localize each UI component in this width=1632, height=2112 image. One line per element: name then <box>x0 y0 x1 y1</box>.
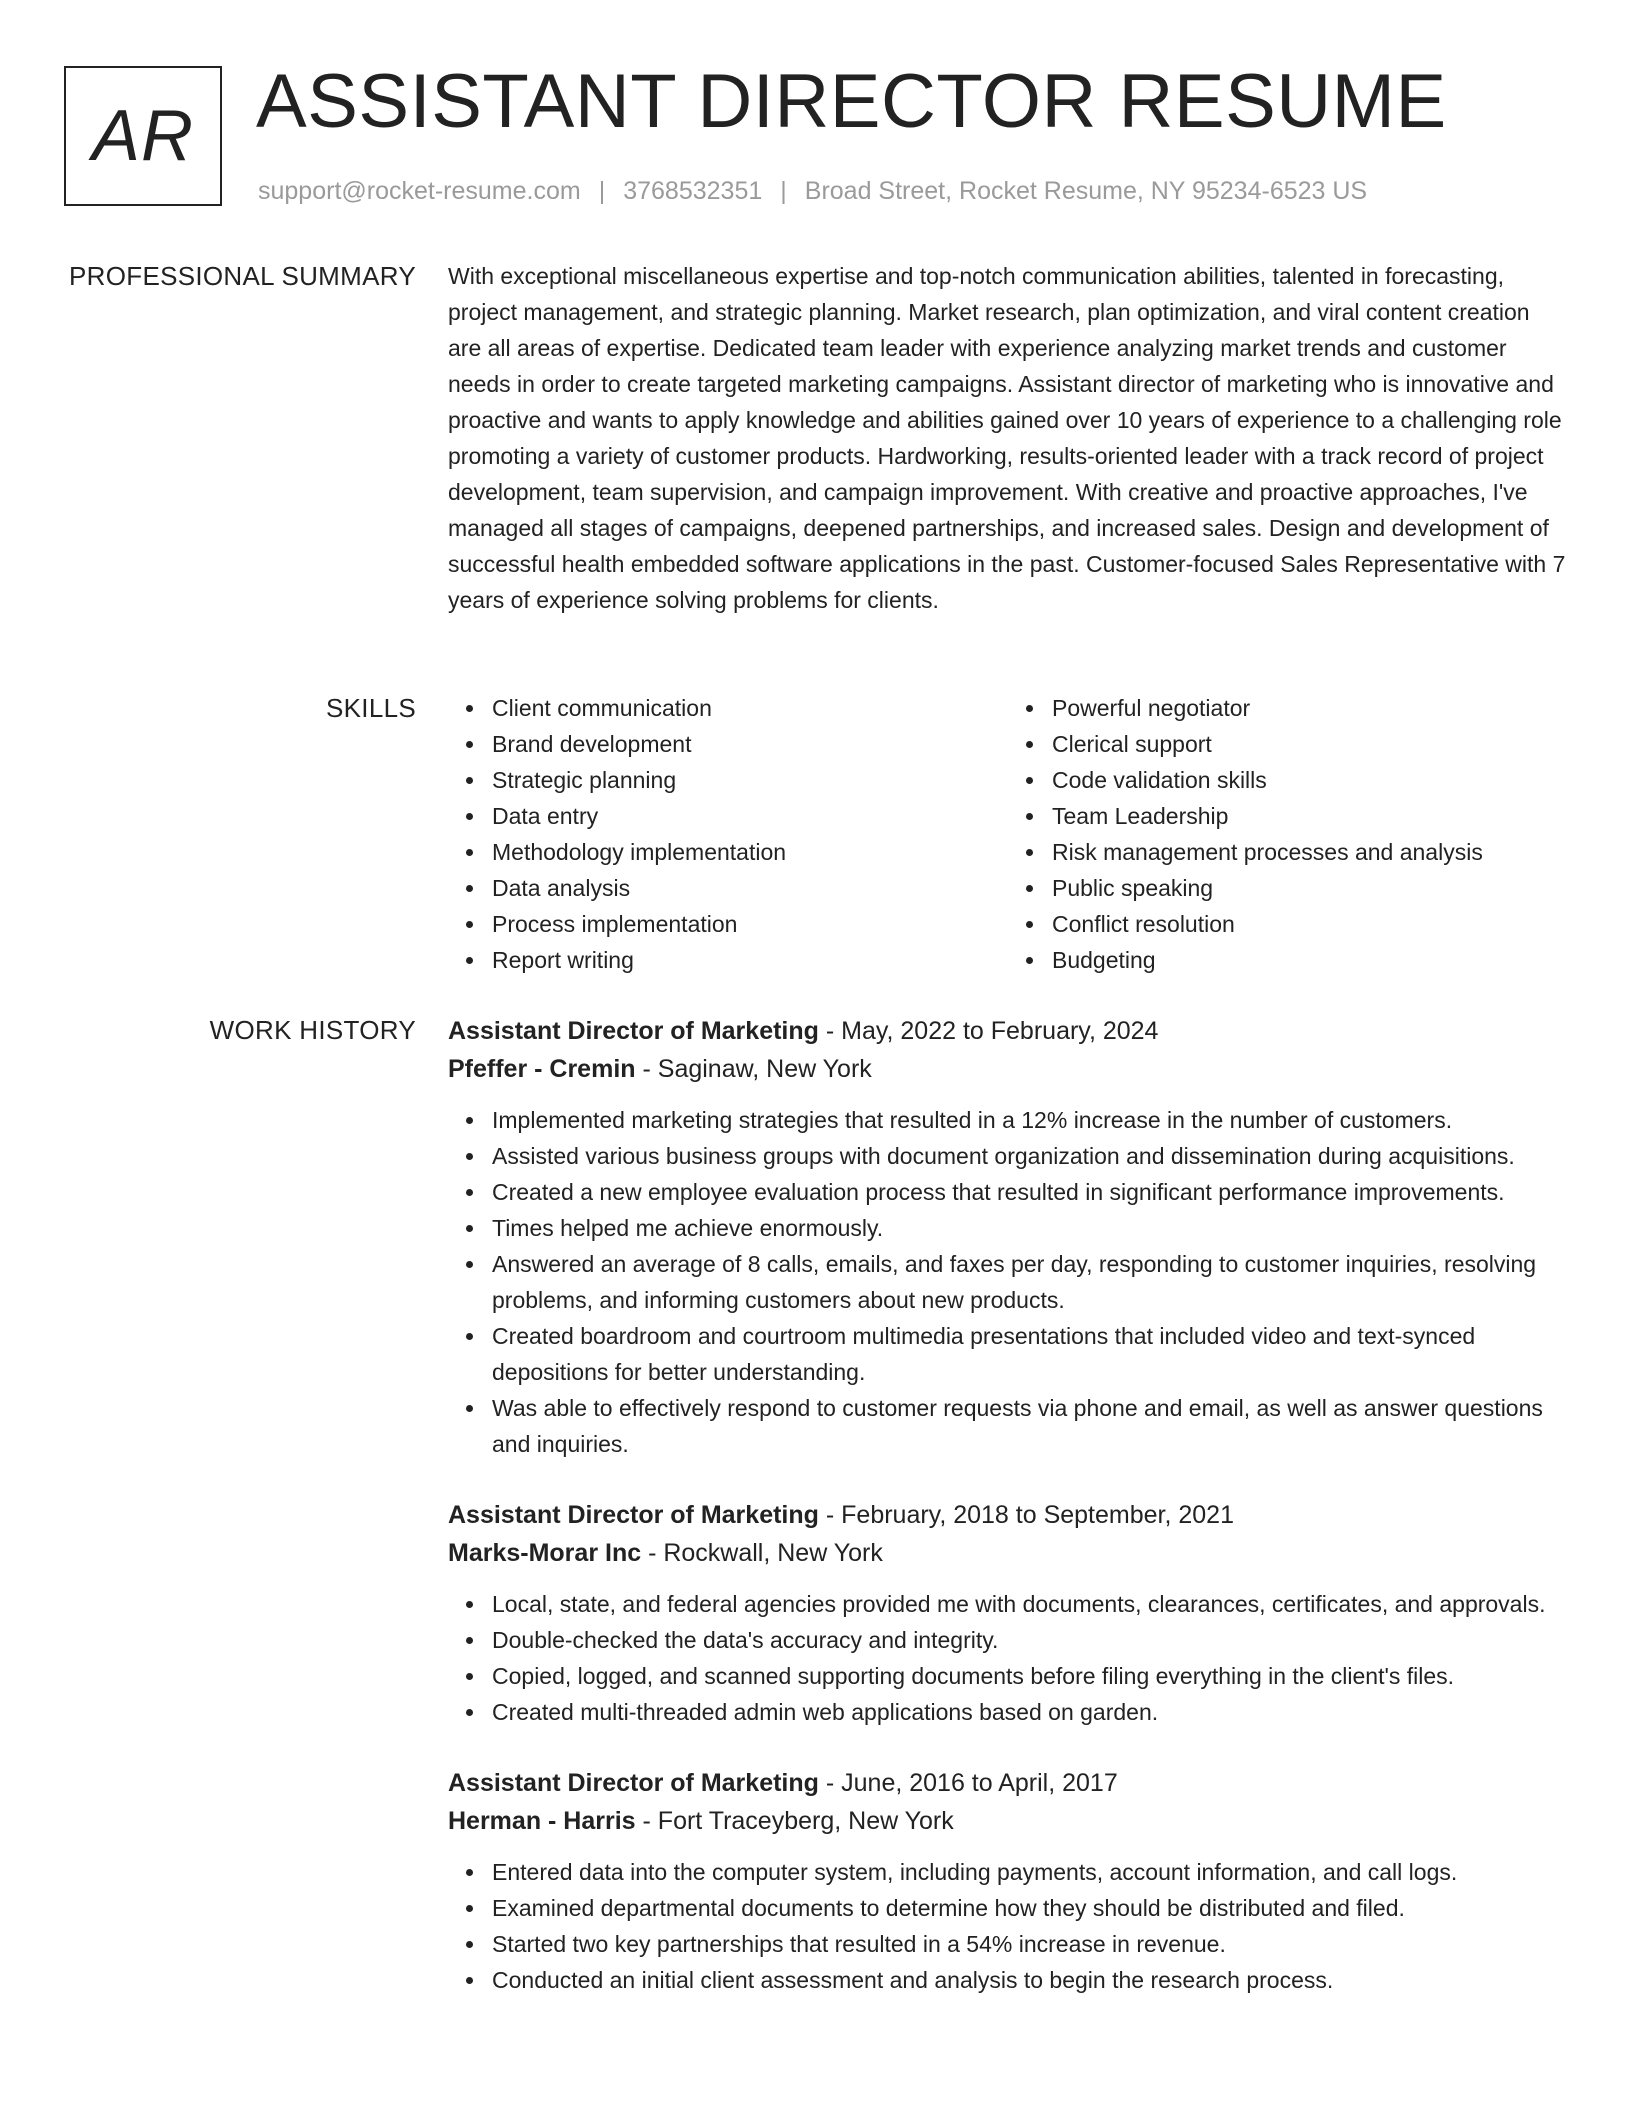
job-entry <box>448 1496 1568 1730</box>
summary-text: With exceptional miscellaneous expertise and top-notch communication abilities, talented in forecasting, project management, and strategic planning. Market research, plan optimization, and viral content creation are all areas of expertise. Dedicated team leader with experience analyzing market trends and customer needs in order to create targeted marketing campaigns. Assistant director of marketing who is innovative and proactive and wants to apply knowledge and abilities gained over 10 years of experience to a challenging role promoting a variety of customer products. Hardworking, results-oriented leader with a track record of project development, team supervision, and campaign improvement. With creative and proactive approaches, I've managed all stages of campaigns, deepened partnerships, and increased sales. Design and development of successful health embedded software applications in the past. Customer-focused Sales Representative with 7 years of experience solving problems for clients. <box>448 263 1566 613</box>
job-entry <box>448 1764 1568 1998</box>
job-bullet: Local, state, and federal agencies provided me with documents, clearances, certificates, and approvals. <box>492 1586 1568 1622</box>
job-company-line <box>448 1050 1568 1088</box>
skill-item: Process implementation <box>492 906 1008 942</box>
job-bullet: Was able to effectively respond to customer requests via phone and email, as well as answer questions and inquiries. <box>492 1390 1568 1462</box>
skill-item: Data analysis <box>492 870 1008 906</box>
job-bullet: Entered data into the computer system, including payments, account information, and call logs. <box>492 1854 1568 1890</box>
skill-item: Code validation skills <box>1052 762 1568 798</box>
job-bullet: Created a new employee evaluation process that resulted in significant performance improvements. <box>492 1174 1568 1210</box>
job-bullet: Double-checked the data's accuracy and integrity. <box>492 1622 1568 1658</box>
job-company: Marks-Morar Inc <box>448 1539 642 1567</box>
job-title-line <box>448 1012 1568 1050</box>
job-title-line <box>448 1496 1568 1534</box>
job-bullets <box>448 1854 1568 1998</box>
work-history-body <box>448 1012 1568 2032</box>
job-title-line <box>448 1764 1568 1802</box>
job-dates: - February, 2018 to September, 2021 <box>818 1501 1234 1529</box>
job-bullet: Assisted various business groups with document organization and dissemination during acquisitions. <box>492 1138 1568 1174</box>
job-bullet: Copied, logged, and scanned supporting documents before filing everything in the client's files. <box>492 1658 1568 1694</box>
skill-item: Public speaking <box>1052 870 1568 906</box>
job-bullet: Times helped me achieve enormously. <box>492 1210 1568 1246</box>
job-bullet: Answered an average of 8 calls, emails, and faxes per day, responding to customer inquiries, resolving problems, and informing customers about new products. <box>492 1246 1568 1318</box>
skill-item: Strategic planning <box>492 762 1008 798</box>
job-bullet: Examined departmental documents to determine how they should be distributed and filed. <box>492 1890 1568 1926</box>
job-bullet: Created boardroom and courtroom multimedia presentations that included video and text-synced depositions for better understanding. <box>492 1318 1568 1390</box>
contact-phone: 3768532351 <box>623 177 763 205</box>
job-company-line <box>448 1802 1568 1840</box>
job-location: - Saginaw, New York <box>635 1055 872 1083</box>
job-dates: - May, 2022 to February, 2024 <box>818 1017 1159 1045</box>
job-bullets <box>448 1102 1568 1462</box>
skill-item: Powerful negotiator <box>1052 690 1568 726</box>
resume-title: ASSISTANT DIRECTOR RESUME <box>256 59 1447 144</box>
skill-item: Methodology implementation <box>492 834 1008 870</box>
skill-item: Client communication <box>492 690 1008 726</box>
skills-list-left <box>448 690 1008 978</box>
summary-heading: PROFESSIONAL SUMMARY <box>69 261 416 291</box>
monogram-initials: AR <box>91 96 195 176</box>
job-title: Assistant Director of Marketing <box>448 1017 819 1045</box>
job-bullet: Conducted an initial client assessment and analysis to begin the research process. <box>492 1962 1568 1998</box>
skill-item: Clerical support <box>1052 726 1568 762</box>
skill-item: Team Leadership <box>1052 798 1568 834</box>
skills-body <box>448 690 1568 978</box>
job-location: - Rockwall, New York <box>641 1539 883 1567</box>
skill-item: Risk management processes and analysis <box>1052 834 1568 870</box>
skill-item: Report writing <box>492 942 1008 978</box>
contact-separator: | <box>780 177 787 205</box>
work-history-heading: WORK HISTORY <box>209 1015 416 1045</box>
job-title: Assistant Director of Marketing <box>448 1769 819 1797</box>
monogram-box <box>64 66 222 206</box>
job-bullet: Created multi-threaded admin web applications based on garden. <box>492 1694 1568 1730</box>
job-company: Herman - Harris <box>448 1807 636 1835</box>
job-company-line <box>448 1534 1568 1572</box>
skills-heading: SKILLS <box>326 693 416 723</box>
job-bullets <box>448 1586 1568 1730</box>
job-bullet: Implemented marketing strategies that resulted in a 12% increase in the number of customers. <box>492 1102 1568 1138</box>
contact-address: Broad Street, Rocket Resume, NY 95234-6523 US <box>804 177 1368 205</box>
contact-email: support@rocket-resume.com <box>258 177 581 205</box>
contact-line <box>258 174 1367 208</box>
skill-item: Data entry <box>492 798 1008 834</box>
skills-list-right <box>1008 690 1568 978</box>
job-location: - Fort Traceyberg, New York <box>635 1807 954 1835</box>
contact-separator: | <box>598 177 606 205</box>
job-entry <box>448 1012 1568 1462</box>
skill-item: Budgeting <box>1052 942 1568 978</box>
job-title: Assistant Director of Marketing <box>448 1501 819 1529</box>
job-company: Pfeffer - Cremin <box>448 1055 636 1083</box>
skill-item: Conflict resolution <box>1052 906 1568 942</box>
job-bullet: Started two key partnerships that resulted in a 54% increase in revenue. <box>492 1926 1568 1962</box>
job-dates: - June, 2016 to April, 2017 <box>818 1769 1118 1797</box>
skill-item: Brand development <box>492 726 1008 762</box>
summary-body <box>448 258 1568 618</box>
